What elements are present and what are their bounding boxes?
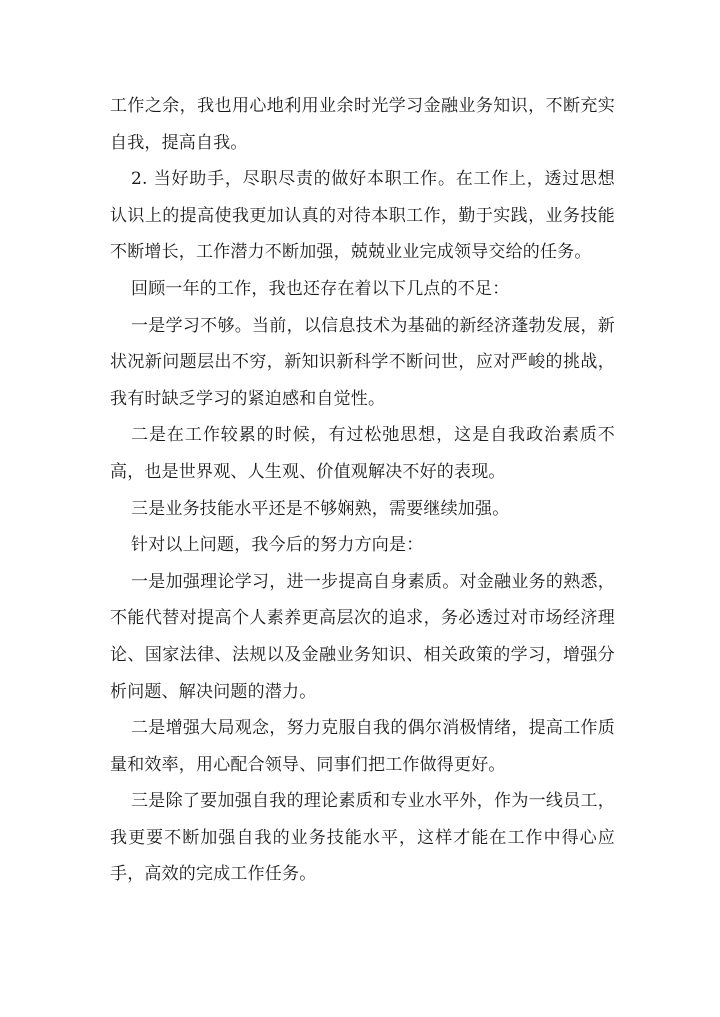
paragraph-shortcoming-1: 一是学习不够。当前，以信息技术为基础的新经济蓬勃发展，新状况新问题层出不穷，新知识新科学不断问世，应对严峻的挑战，我有时缺乏学习的紧迫感和自觉性。 bbox=[110, 315, 615, 409]
paragraph-shortcoming-2: 二是在工作较累的时候，有过松弛思想，这是自我政治素质不高，也是世界观、人生观、价值观解决不好的表现。 bbox=[110, 425, 615, 482]
paragraph-shortcoming-3: 三是业务技能水平还是不够娴熟，需要继续加强。 bbox=[131, 498, 510, 519]
paragraph-item-2: 2. 当好助手，尽职尽责的做好本职工作。在工作上，透过思想认识上的提高使我更加认真的对待本职工作，勤于实践，业务技能不断增长，工作潜力不断加强，兢兢业业完成领导交给的任务。 bbox=[110, 169, 615, 263]
paragraph-review-intro: 回顾一年的工作，我也还存在着以下几点的不足： bbox=[131, 278, 510, 299]
paragraph-improvement-3: 三是除了要加强自我的理论素质和专业水平外，作为一线员工，我更要不断加强自我的业务技能水平，这样才能在工作中得心应手，高效的完成工作任务。 bbox=[110, 791, 615, 885]
paragraph-improvement-2: 二是增强大局观念，努力克服自我的偶尔消极情绪，提高工作质量和效率，用心配合领导、同事们把工作做得更好。 bbox=[110, 718, 615, 775]
paragraph-improvement-intro: 针对以上问题，我今后的努力方向是： bbox=[131, 535, 424, 556]
document-page bbox=[110, 88, 615, 893]
paragraph-improvement-1: 一是加强理论学习，进一步提高自身素质。对金融业务的熟悉，不能代替对提高个人素养更高层次的追求，务必透过对市场经济理论、国家法律、法规以及金融业务知识、相关政策的学习，增强分析问题、解决问题的潜力。 bbox=[110, 571, 615, 702]
paragraph-continuation: 工作之余，我也用心地利用业余时光学习金融业务知识，不断充实自我，提高自我。 bbox=[110, 96, 615, 153]
